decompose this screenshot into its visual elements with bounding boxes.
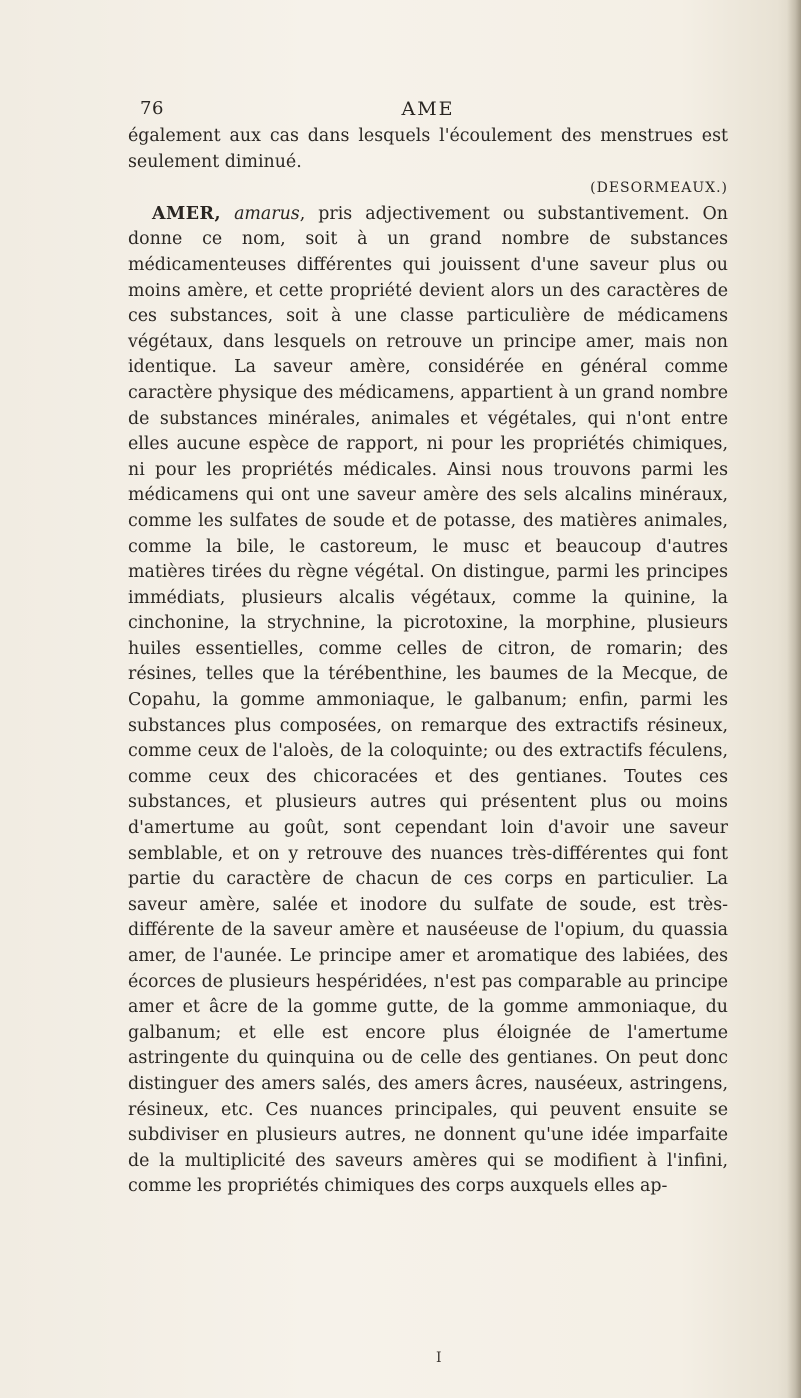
page-number: 76 <box>140 98 164 119</box>
entry-paragraph-amer <box>128 202 728 1200</box>
running-head <box>128 98 728 124</box>
continuation-paragraph <box>128 124 728 175</box>
running-head-title: AME <box>401 98 455 120</box>
continuation-text: également aux cas dans lesquels l'écoulement des menstrues est seulement diminué. <box>128 126 728 172</box>
body-text <box>128 124 728 1200</box>
entry-latin-term: amarus <box>234 203 300 224</box>
footer-mark: I <box>436 1350 442 1366</box>
entry-body-text: , pris adjectivement ou substantivement. On donne ce nom, soit à un grand nombre de substances médicamenteuses différentes qui jouissent d'une saveur plus ou moins amère, et cette propriété devient alors un des caractères de ces substances, soit à une classe particulière de médicamens végétaux, dans lesquels on retrouve un principe amer, mais non identique. La saveur amère, considérée en général comme caractère physique des médicamens, appartient à un grand nombre de substances minérales, animales et végétales, qui n'ont entre elles aucune espèce de rapport, ni pour les propriétés chimiques, ni pour les propriétés médicales. Ainsi nous trouvons parmi les médicamens qui ont une saveur amère des sels alcalins minéraux, comme les sulfates de soude et de potasse, des matières animales, comme la bile, le castoreum, le musc et beaucoup d'autres matières tirées du règne végétal. On distingue, parmi les principes immédiats, plusieurs alcalis végétaux, comme la quinine, la cinchonine, la strychnine, la picrotoxine, la morphine, plusieurs huiles essentielles, comme celles de citron, de romarin; des résines, telles que la térébenthine, les baumes de la Mecque, de Copahu, la gomme ammoniaque, le galbanum; enfin, parmi les substances plus composées, on remarque des extractifs résineux, comme ceux de l'aloès, de la coloquinte; ou des extractifs féculens, comme ceux des chicoracées et des gentianes. Toutes ces substances, et plusieurs autres qui présentent plus ou moins d'amertume au goût, sont cependant loin d'avoir une saveur semblable, et on y retrouve des nuances très-différentes qui font partie du caractère de chacun de ces corps en particulier. La saveur amère, salée et inodore du sulfate de soude, est très-différente de la saveur amère et nauséeuse de l'opium, du quassia amer, de l'aunée. Le principe amer et aromatique des labiées, des écorces de plusieurs hespéridées, n'est pas comparable au principe amer et âcre de la gomme gutte, de la gomme ammoniaque, du galbanum; et elle est encore plus éloignée de l'amertume astringente du quinquina ou de celle des gentianes. On peut donc distinguer des amers salés, des amers âcres, nauséeux, astringens, résineux, etc. Ces nuances principales, qui peuvent ensuite se subdiviser en plusieurs autres, ne donnent qu'une idée imparfaite de la multiplicité des saveurs amères qui se modifient à l'infini, comme les propriétés chimiques des corps auxquels elles ap- <box>128 203 728 1197</box>
author-signature: (DESORMEAUX.) <box>590 180 728 197</box>
page-edge-shadow <box>787 0 801 1398</box>
signature-line <box>128 175 728 202</box>
entry-headword: AMER, <box>152 203 222 224</box>
